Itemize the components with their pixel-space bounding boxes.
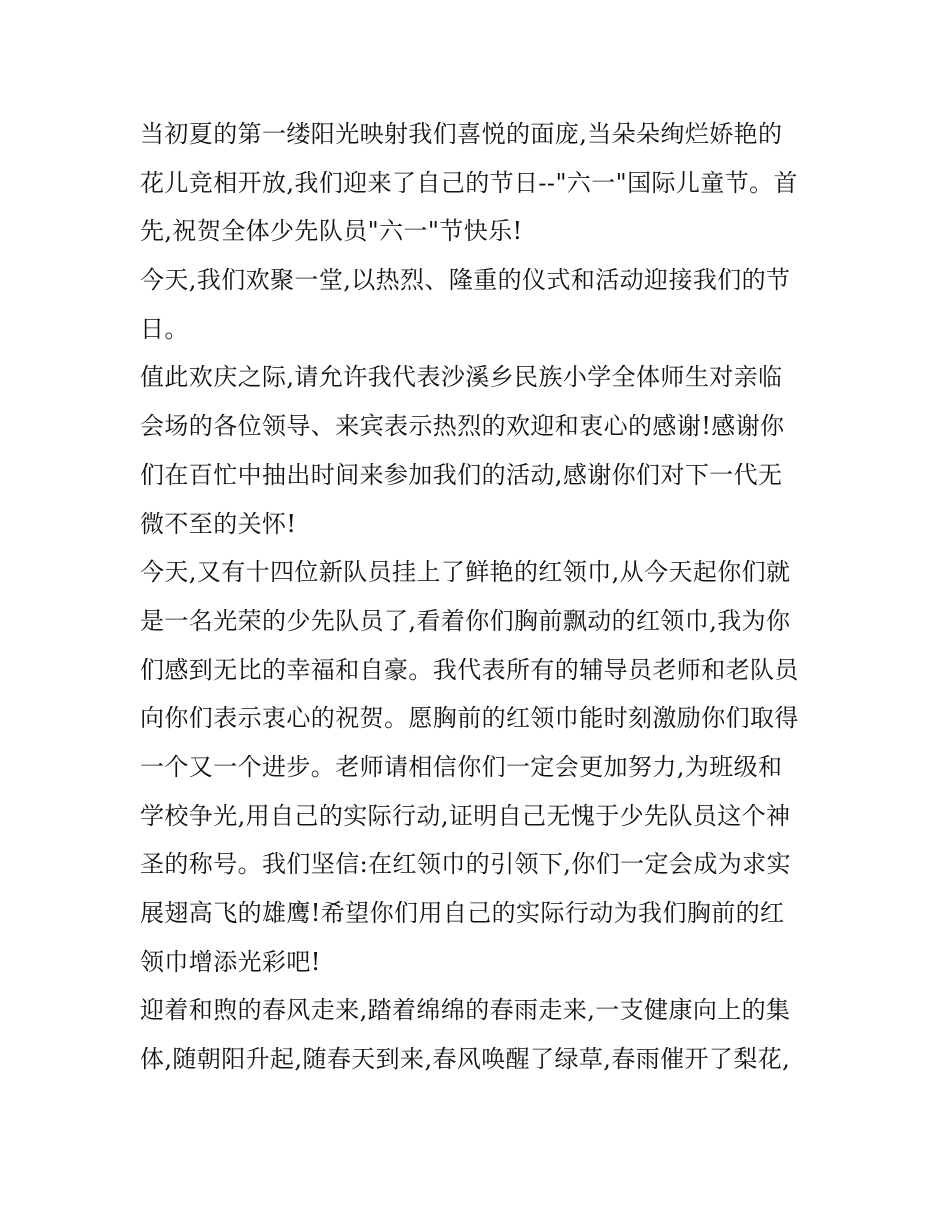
text-line: 花儿竞相开放,我们迎来了自己的节日--"六一"国际儿童节。首 [140,168,798,197]
text-line: 今天,又有十四位新队员挂上了鲜艳的红领巾,从今天起你们就 [140,558,791,587]
text-line: 日。 [140,314,189,343]
text-line: 会场的各位领导、来宾表示热烈的欢迎和衷心的感谢!感谢你 [140,412,785,441]
text-line: 迎着和煦的春风走来,踏着绵绵的春雨走来,一支健康向上的集 [140,996,791,1025]
text-line: 微不至的关怀! [140,509,297,538]
text-line: 体,随朝阳升起,随春天到来,春风唤醒了绿草,春雨催开了梨花, [140,1045,791,1074]
text-line: 一个又一个进步。老师请相信你们一定会更加努力,为班级和 [140,752,783,781]
text-line: 是一名光荣的少先队员了,看着你们胸前飘动的红领巾,我为你 [140,606,791,635]
text-line: 向你们表示衷心的祝贺。愿胸前的红领巾能时刻激励你们取得 [140,704,799,733]
speech-text [140,110,820,1084]
text-line: 学校争光,用自己的实际行动,证明自己无愧于少先队员这个神 [140,801,791,830]
text-line: 圣的称号。我们坚信:在红领巾的引领下,你们一定会成为求实 [140,850,791,879]
text-line: 值此欢庆之际,请允许我代表沙溪乡民族小学全体师生对亲临 [140,363,783,392]
text-line: 们在百忙中抽出时间来参加我们的活动,感谢你们对下一代无 [140,460,783,489]
text-line: 领巾增添光彩吧! [140,947,321,976]
text-line: 当初夏的第一缕阳光映射我们喜悦的面庞,当朵朵绚烂娇艳的 [140,120,783,148]
text-line: 们感到无比的幸福和自豪。我代表所有的辅导员老师和老队员 [140,655,799,684]
text-line: 先,祝贺全体少先队员"六一"节快乐! [140,217,523,246]
text-line: 今天,我们欢聚一堂,以热烈、隆重的仪式和活动迎接我们的节 [140,266,791,295]
text-line: 展翅高飞的雄鹰!希望你们用自己的实际行动为我们胸前的红 [140,899,785,927]
